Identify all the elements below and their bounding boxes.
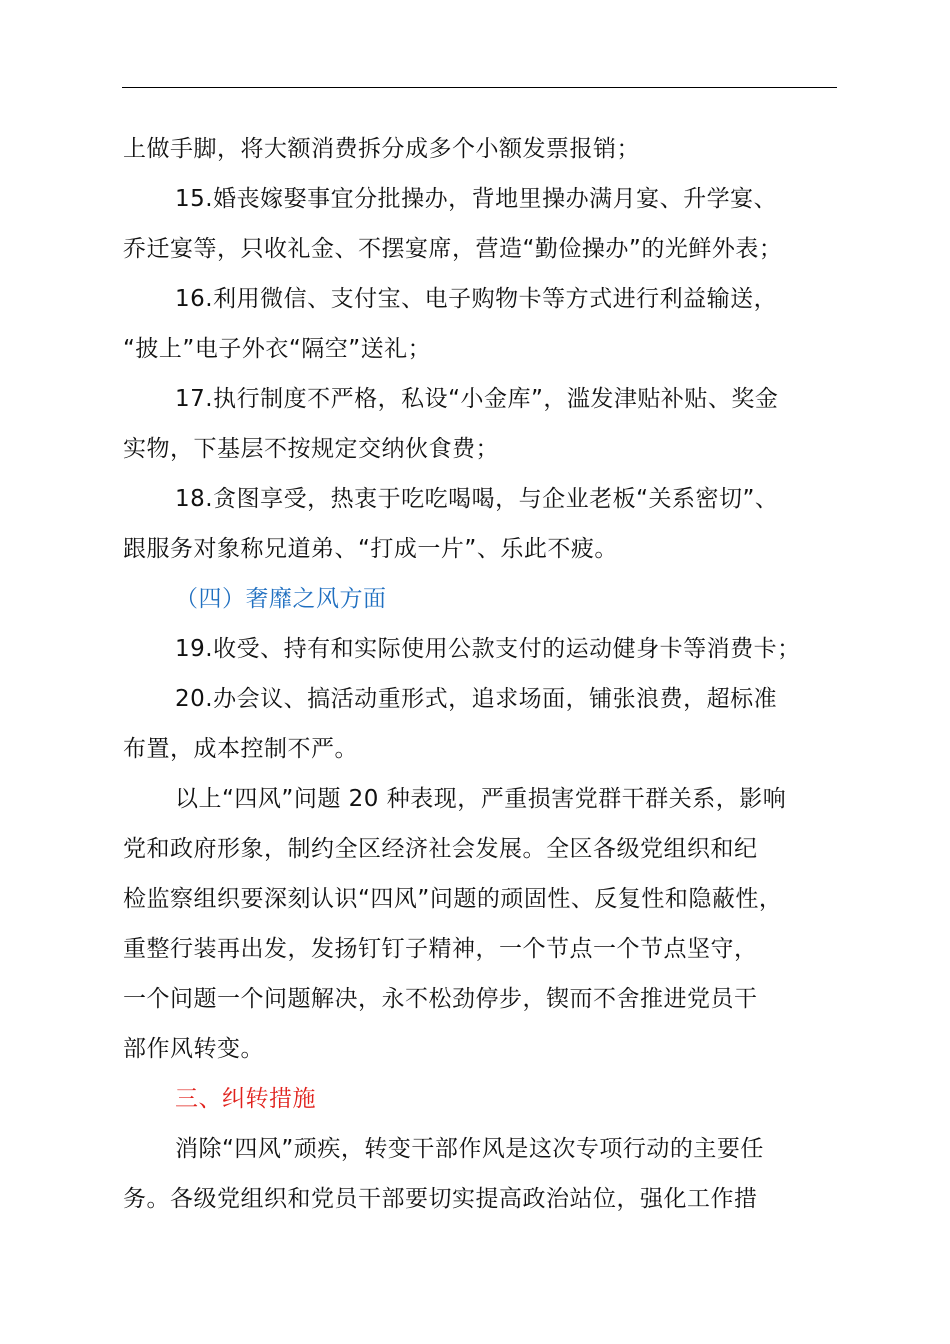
text-line: 布置，成本控制不严。 <box>123 736 358 762</box>
list-item-17: 17.执行制度不严格，私设“小金库”，滥发津贴补贴、奖金 <box>175 386 779 412</box>
section-subheading: （四）奢靡之风方面 <box>175 586 387 612</box>
list-item-15: 15.婚丧嫁娶事宜分批操办，背地里操办满月宴、升学宴、 <box>175 186 778 212</box>
section-heading: 三、纠转措施 <box>175 1086 316 1112</box>
text-line: “披上”电子外衣“隔空”送礼； <box>123 336 432 362</box>
text-line: 检监察组织要深刻认识“四风”问题的顽固性、反复性和隐蔽性， <box>123 886 783 912</box>
text-line: 一个问题一个问题解决，永不松劲停步，锲而不舍推进党员干 <box>123 986 758 1012</box>
paragraph-start: 以上“四风”问题 20 种表现，严重损害党群干群关系，影响 <box>175 786 787 812</box>
list-item-20: 20.办会议、搞活动重形式，追求场面，铺张浪费，超标准 <box>175 686 778 712</box>
text-line: 跟服务对象称兄道弟、“打成一片”、乐此不疲。 <box>123 536 618 562</box>
document-body <box>123 124 843 1224</box>
list-item-19: 19.收受、持有和实际使用公款支付的运动健身卡等消费卡； <box>175 636 801 662</box>
text-line: 部作风转变。 <box>123 1036 264 1062</box>
list-item-18: 18.贪图享受，热衷于吃吃喝喝，与企业老板“关系密切”、 <box>175 486 779 512</box>
text-line: 重整行装再出发，发扬钉钉子精神，一个节点一个节点坚守， <box>123 936 758 962</box>
list-item-16: 16.利用微信、支付宝、电子购物卡等方式进行利益输送， <box>175 286 778 312</box>
header-rule <box>122 87 837 88</box>
paragraph-start: 消除“四风”顽疾，转变干部作风是这次专项行动的主要任 <box>175 1136 764 1162</box>
text-line: 党和政府形象，制约全区经济社会发展。全区各级党组织和纪 <box>123 836 758 862</box>
text-line: 务。各级党组织和党员干部要切实提高政治站位，强化工作措 <box>123 1186 758 1212</box>
text-line: 上做手脚，将大额消费拆分成多个小额发票报销； <box>123 136 640 162</box>
text-line: 实物，下基层不按规定交纳伙食费； <box>123 436 499 462</box>
text-line: 乔迁宴等，只收礼金、不摆宴席，营造“勤俭操办”的光鲜外表； <box>123 236 783 262</box>
